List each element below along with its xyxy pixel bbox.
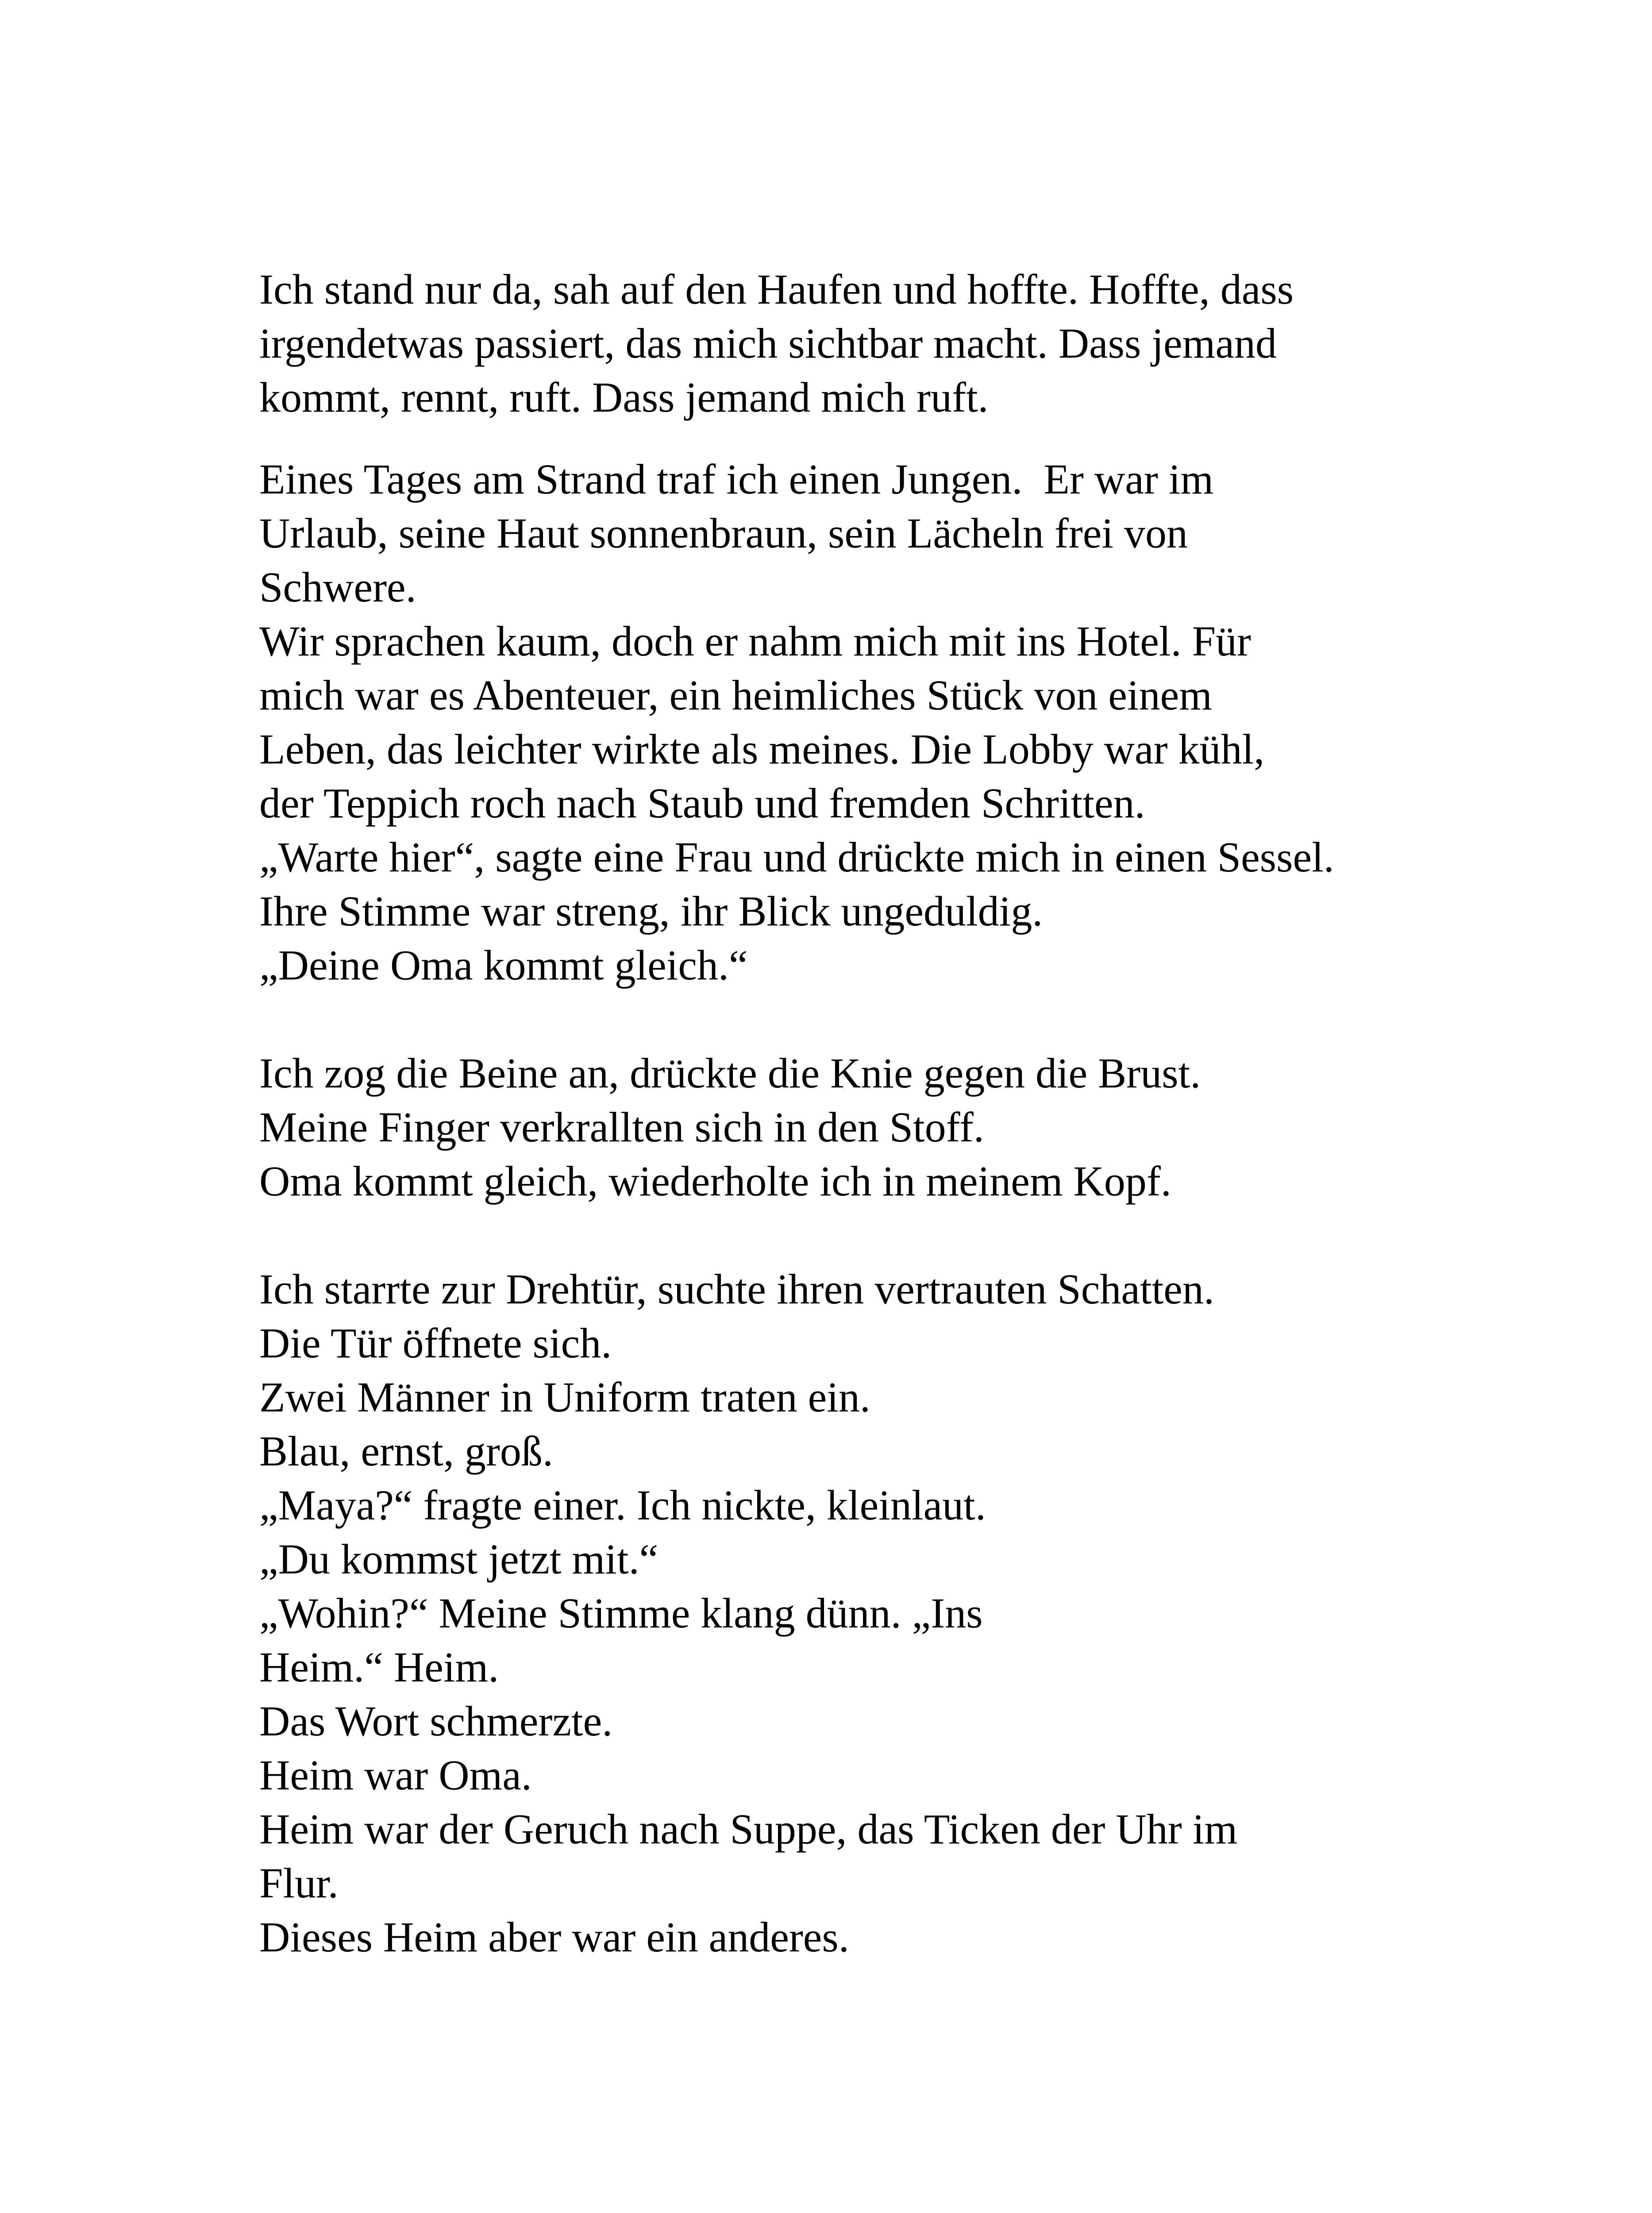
text-line: Zwei Männer in Uniform traten ein. — [259, 1373, 870, 1421]
text-line: Eines Tages am Strand traf ich einen Jungen. Er war im — [259, 455, 1214, 503]
blank-line — [259, 1208, 1587, 1262]
paragraph-2 — [259, 452, 1587, 992]
text-line: mich war es Abenteuer, ein heimliches Stück von einem — [259, 671, 1212, 719]
text-line: Das Wort schmerzte. — [259, 1697, 613, 1745]
text-line: „Wohin?“ Meine Stimme klang dünn. „Ins — [259, 1589, 983, 1637]
text-line: kommt, rennt, ruft. Dass jemand mich ruft. — [259, 374, 989, 421]
text-line: Urlaub, seine Haut sonnenbraun, sein Lächeln frei von — [259, 509, 1188, 557]
text-line: irgendetwas passiert, das mich sichtbar macht. Dass jemand — [259, 320, 1277, 367]
text-line: „Deine Oma kommt gleich.“ — [259, 941, 748, 989]
text-line: Ich starrte zur Drehtür, suchte ihren vertrauten Schatten. — [259, 1265, 1214, 1313]
text-line: „Maya?“ fragte einer. Ich nickte, kleinlaut. — [259, 1481, 986, 1529]
text-line: Die Tür öffnete sich. — [259, 1319, 612, 1367]
text-line: Leben, das leichter wirkte als meines. Die Lobby war kühl, — [259, 725, 1265, 773]
text-line: Oma kommt gleich, wiederholte ich in meinem Kopf. — [259, 1157, 1171, 1205]
text-line: Heim.“ Heim. — [259, 1643, 499, 1691]
paragraph-3 — [259, 1046, 1587, 1208]
text-line: Meine Finger verkrallten sich in den Stoff. — [259, 1103, 984, 1151]
text-line: Dieses Heim aber war ein anderes. — [259, 1913, 849, 1961]
text-line: Heim war der Geruch nach Suppe, das Ticken der Uhr im — [259, 1805, 1238, 1853]
text-line: Ihre Stimme war streng, ihr Blick ungeduldig. — [259, 887, 1043, 935]
text-line: Ich stand nur da, sah auf den Haufen und hoffte. Hoffte, dass — [259, 266, 1294, 313]
text-line: „Du kommst jetzt mit.“ — [259, 1535, 658, 1583]
text-line: Heim war Oma. — [259, 1751, 532, 1799]
blank-line — [259, 992, 1587, 1046]
text-line: „Warte hier“, sagte eine Frau und drückte mich in einen Sessel. — [259, 833, 1334, 881]
paragraph-4 — [259, 1262, 1587, 1964]
paragraph-spacing — [259, 424, 1587, 452]
text-line: Schwere. — [259, 563, 416, 611]
text-line: Blau, ernst, groß. — [259, 1427, 553, 1475]
text-line: Wir sprachen kaum, doch er nahm mich mit ins Hotel. Für — [259, 617, 1251, 665]
paragraph-1 — [259, 262, 1587, 424]
text-line: Flur. — [259, 1859, 339, 1907]
text-line: Ich zog die Beine an, drückte die Knie gegen die Brust. — [259, 1049, 1201, 1097]
body-text — [259, 262, 1587, 1964]
text-line: der Teppich roch nach Staub und fremden Schritten. — [259, 779, 1145, 827]
